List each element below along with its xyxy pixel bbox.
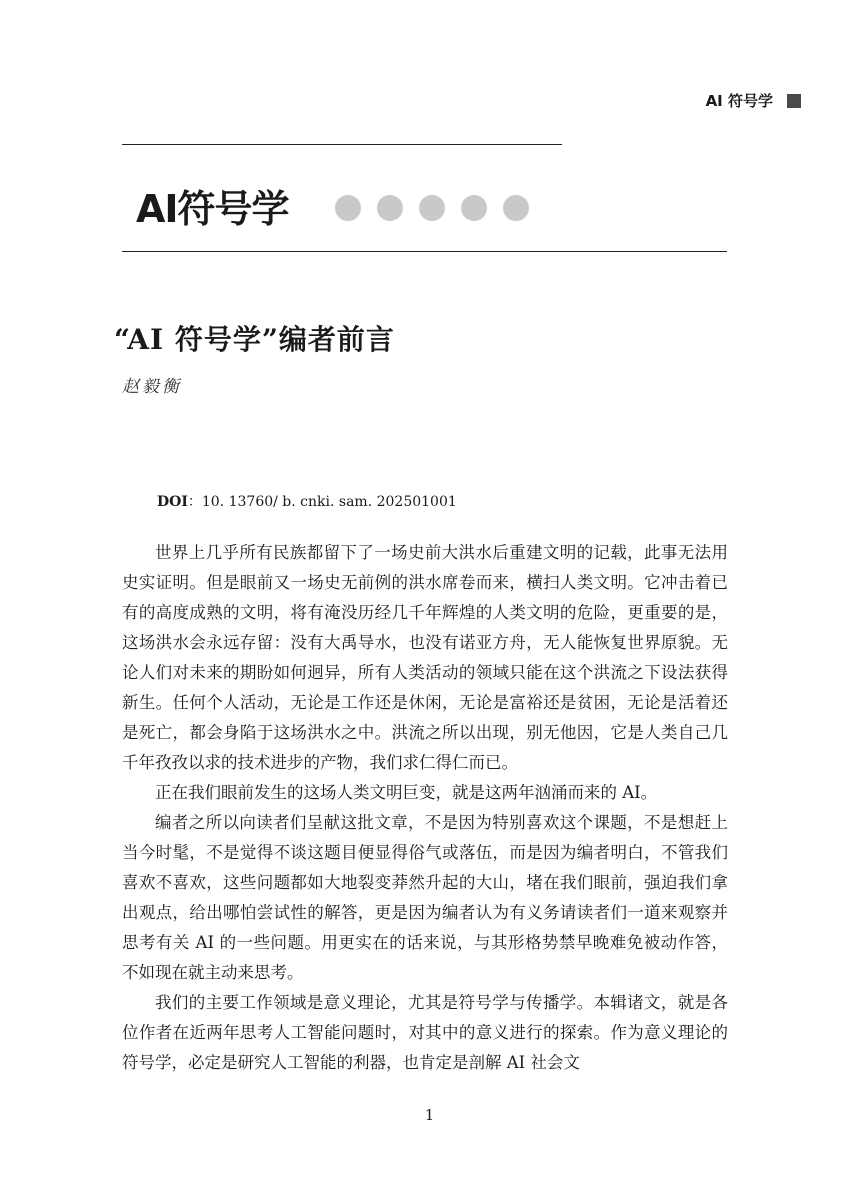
dot-row [335,195,529,221]
dot-icon [419,195,445,221]
article-title: “AI 符号学”编者前言 [114,323,395,356]
paragraph: 编者之所以向读者们呈献这批文章，不是因为特别喜欢这个课题，不是想赶上当今时髦，不是觉得不谈这题目便显得俗气或落伍，而是因为编者明白，不管我们喜欢不喜欢，这些问题都如大地裂变莽然升起的大山，堵在我们眼前，强迫我们拿出观点，给出哪怕尝试性的解答，更是因为编者认为有义务请读者们一道来观察并思考有关 AI 的一些问题。用更实在的话来说，与其形格势禁早晚难免被动作答，不如现在就主动来思考。 [122,813,728,982]
running-header-title: AI 符号学 [705,92,773,110]
doi-label: DOI [157,494,188,510]
top-rule [122,144,562,145]
article-body [122,538,728,1078]
paragraph: 世界上几乎所有民族都留下了一场史前大洪水后重建文明的记载，此事无法用史实证明。但是眼前又一场史无前例的洪水席卷而来，横扫人类文明。它冲击着已有的高度成熟的文明，将有淹没历经几千年辉煌的人类文明的危险，更重要的是，这场洪水会永远存留：没有大禹导水，也没有诺亚方舟，无人能恢复世界原貌。无论人们对未来的期盼如何迥异，所有人类活动的领域只能在这个洪流之下设法获得新生。任何个人活动，无论是工作还是休闲，无论是富裕还是贫困，无论是活着还是死亡，都会身陷于这场洪水之中。洪流之所以出现，别无他因，它是人类自己几千年孜孜以求的技术进步的产物，我们求仁得仁而已。 [122,543,728,772]
doi-line: DOI：10. 13760/ b. cnki. sam. 202501001 [157,494,457,510]
page-number: 1 [424,1106,435,1124]
running-header [706,90,801,111]
dot-icon [335,195,361,221]
section-banner [136,178,529,233]
square-marker-icon [787,94,801,108]
paragraph: 我们的主要工作领域是意义理论，尤其是符号学与传播学。本辑诸文，就是各位作者在近两年思考人工智能问题时，对其中的意义进行的探索。作为意义理论的符号学，必定是研究人工智能的利器，也肯定是剖解 AI 社会文 [122,993,728,1072]
author-name: 赵毅衡 [122,377,182,397]
bottom-rule [122,251,727,252]
dot-icon [503,195,529,221]
dot-icon [461,195,487,221]
dot-icon [377,195,403,221]
doi-value: 10. 13760/ b. cnki. sam. 202501001 [201,494,457,510]
paragraph: 正在我们眼前发生的这场人类文明巨变，就是这两年汹涌而来的 AI。 [155,783,658,802]
section-title: AI符号学 [136,187,289,231]
